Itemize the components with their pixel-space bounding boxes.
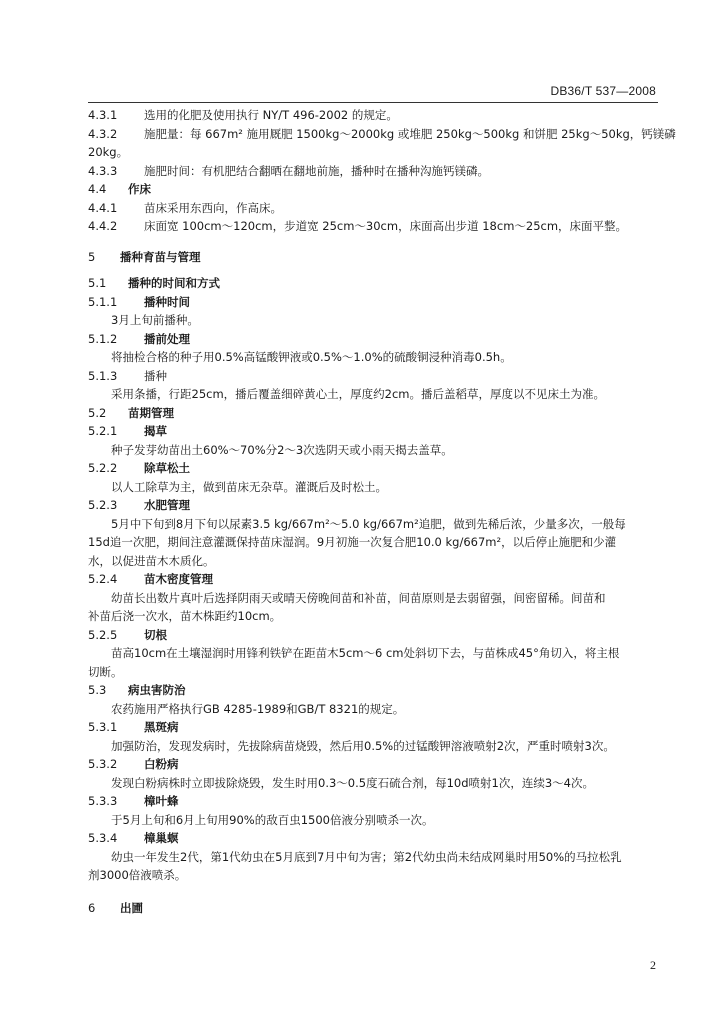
clause-number: 4.3.2 bbox=[88, 126, 118, 141]
clause-5-1-3-body bbox=[88, 385, 658, 404]
clause-5-1-1-body bbox=[88, 311, 658, 330]
clause-title: 樟叶蜂 bbox=[144, 794, 179, 808]
clause-4-3-1 bbox=[88, 106, 658, 125]
section-title: 播种的时间和方式 bbox=[128, 276, 220, 290]
page-number: 2 bbox=[650, 958, 656, 972]
clause-4-4-2 bbox=[88, 217, 658, 236]
clause-number: 5.2.2 bbox=[88, 461, 118, 475]
clause-text: 5月中下旬到8月下旬以尿素3.5 kg/667m²～5.0 kg/667m²追肥，做到先稀后浓，少量多次，一般每 bbox=[111, 516, 626, 531]
clause-number: 5.2.3 bbox=[88, 498, 118, 512]
chapter-title: 出圃 bbox=[120, 900, 143, 915]
clause-title: 白粉病 bbox=[144, 757, 179, 771]
clause-5-3-1-heading bbox=[88, 718, 658, 737]
clause-title: 播种 bbox=[144, 368, 167, 383]
clause-number: 5.1.3 bbox=[88, 368, 118, 383]
clause-text: 于5月上旬和6月上旬用90%的敌百虫1500倍液分别喷杀一次。 bbox=[111, 812, 434, 827]
clause-4-3-2-continuation bbox=[88, 143, 658, 162]
clause-5-3-1-body bbox=[88, 737, 658, 756]
clause-text: 15d追一次肥，期间注意灌溉保持苗床湿润。9月初施一次复合肥10.0 kg/667m²，以后停止施肥和少灌 bbox=[88, 535, 617, 549]
clause-number: 5.2.1 bbox=[88, 424, 118, 438]
clause-5-1-1-heading bbox=[88, 293, 658, 312]
clause-text: 加强防治，发现发病时，先拔除病苗烧毁，然后用0.5%的过锰酸钾溶液喷射2次，严重时喷射3次。 bbox=[111, 738, 615, 753]
clause-text: 床面宽 100cm～120cm，步道宽 25cm～30cm，床面高出步道 18cm～25cm，床面平整。 bbox=[144, 219, 628, 233]
clause-5-2-1-body bbox=[88, 441, 658, 460]
clause-text: 苗床采用东西向，作高床。 bbox=[144, 200, 282, 215]
clause-number: 5.2.4 bbox=[88, 572, 118, 586]
clause-title: 播种时间 bbox=[144, 294, 190, 309]
section-title: 作床 bbox=[128, 182, 151, 196]
clause-5-2-3-line-1 bbox=[88, 515, 658, 534]
clause-number: 5.3.2 bbox=[88, 757, 118, 771]
clause-number: 4.4.2 bbox=[88, 219, 118, 233]
clause-5-1-2-heading bbox=[88, 330, 658, 349]
clause-number: 4.3.3 bbox=[88, 163, 118, 178]
clause-text: 幼苗长出数片真叶后选择阴雨天或晴天傍晚间苗和补苗，间苗原则是去弱留强，间密留稀。间苗和 bbox=[111, 590, 606, 605]
clause-number: 5.1.2 bbox=[88, 331, 118, 346]
clause-5-2-4-heading bbox=[88, 570, 658, 589]
section-number: 5.2 bbox=[88, 405, 107, 420]
clause-title: 水肥管理 bbox=[144, 498, 190, 512]
section-number: 5.1 bbox=[88, 276, 107, 290]
clause-number: 4.4.1 bbox=[88, 200, 118, 215]
clause-text: 发现白粉病株时立即拔除烧毁，发生时用0.3～0.5度石硫合剂，每10d喷射1次，连续3～4次。 bbox=[111, 775, 594, 790]
clause-5-3-4-line-2 bbox=[88, 866, 658, 885]
clause-5-2-5-line-1 bbox=[88, 644, 658, 663]
clause-number: 5.1.1 bbox=[88, 294, 118, 309]
clause-5-2-4-line-1 bbox=[88, 589, 658, 608]
section-5-1-heading bbox=[88, 274, 658, 293]
clause-5-2-5-line-2 bbox=[88, 663, 658, 682]
clause-text: 施肥时间：有机肥结合翻晒在翻地前施，播种时在播种沟施钙镁磷。 bbox=[144, 163, 489, 178]
clause-text: 采用条播，行距25cm，播后覆盖细碎黄心土，厚度约2cm。播后盖稻草，厚度以不见床土为准。 bbox=[111, 387, 605, 401]
clause-text: 将抽检合格的种子用0.5%高锰酸钾液或0.5%～1.0%的硫酸铜浸种消毒0.5h。 bbox=[111, 350, 512, 364]
clause-text: 补苗后浇一次水，苗木株距约10cm。 bbox=[88, 609, 282, 623]
clause-text: 幼虫一年发生2代，第1代幼虫在5月底到7月中旬为害；第2代幼虫尚未结成网巢时用50%的马拉松乳 bbox=[111, 849, 622, 864]
clause-text: 种子发芽幼苗出土60%～70%分2～3次选阴天或小雨天揭去盖草。 bbox=[111, 442, 453, 457]
document-body bbox=[88, 106, 676, 917]
clause-text: 切断。 bbox=[88, 664, 123, 679]
standard-code: DB36/T 537—2008 bbox=[550, 84, 656, 98]
clause-number: 5.3.1 bbox=[88, 720, 118, 734]
clause-5-2-3-heading bbox=[88, 496, 658, 515]
section-5-3-heading bbox=[88, 681, 658, 700]
clause-title: 揭草 bbox=[144, 424, 167, 438]
clause-text: 苗高10cm在土壤湿润时用锋利铁铲在距苗木5cm～6 cm处斜切下去，与苗株成45°角切入，将主根 bbox=[111, 646, 620, 660]
section-number: 5.3 bbox=[88, 683, 107, 697]
clause-number: 5.3.3 bbox=[88, 794, 118, 808]
clause-4-3-3 bbox=[88, 162, 658, 181]
section-number: 4.4 bbox=[88, 182, 107, 196]
clause-number: 5.2.5 bbox=[88, 627, 118, 642]
clause-5-2-2-body bbox=[88, 478, 658, 497]
section-text: 农药施用严格执行GB 4285-1989和GB/T 8321的规定。 bbox=[111, 701, 405, 716]
clause-5-3-4-heading bbox=[88, 829, 658, 848]
chapter-5-heading bbox=[88, 248, 658, 267]
section-5-2-heading bbox=[88, 404, 658, 423]
clause-5-3-3-body bbox=[88, 811, 658, 830]
clause-5-3-2-heading bbox=[88, 755, 658, 774]
chapter-number: 6 bbox=[88, 900, 96, 915]
clause-5-2-3-line-3 bbox=[88, 552, 658, 571]
clause-5-3-2-body bbox=[88, 774, 658, 793]
clause-text: 3月上旬前播种。 bbox=[111, 313, 199, 327]
clause-5-3-4-line-1 bbox=[88, 848, 658, 867]
clause-number: 4.3.1 bbox=[88, 108, 118, 122]
clause-title: 切根 bbox=[144, 627, 167, 642]
clause-text-continued: 20kg。 bbox=[88, 145, 129, 159]
clause-title: 黑斑病 bbox=[144, 720, 179, 734]
chapter-6-heading bbox=[88, 899, 658, 918]
clause-5-2-2-heading bbox=[88, 459, 658, 478]
section-5-3-body bbox=[88, 700, 658, 719]
clause-5-2-4-line-2 bbox=[88, 607, 658, 626]
clause-5-2-5-heading bbox=[88, 626, 658, 645]
clause-text: 以人工除草为主，做到苗床无杂草。灌溉后及时松土。 bbox=[111, 479, 387, 494]
clause-title: 播前处理 bbox=[144, 331, 190, 346]
clause-text: 施肥量：每 667m² 施用厩肥 1500kg～2000kg 或堆肥 250kg～500kg 和饼肥 25kg～50kg，钙镁磷 bbox=[144, 126, 676, 141]
clause-title: 樟巢螟 bbox=[144, 831, 179, 845]
section-4-4-heading bbox=[88, 180, 658, 199]
section-title: 苗期管理 bbox=[128, 405, 174, 420]
clause-4-4-1 bbox=[88, 199, 658, 218]
clause-4-3-2 bbox=[88, 125, 676, 144]
clause-text: 选用的化肥及使用执行 NY/T 496-2002 的规定。 bbox=[144, 108, 398, 122]
clause-text: 剂3000倍液喷杀。 bbox=[88, 868, 187, 882]
clause-number: 5.3.4 bbox=[88, 831, 118, 845]
clause-text: 水，以促进苗木木质化。 bbox=[88, 553, 215, 568]
clause-title: 除草松土 bbox=[144, 461, 190, 475]
clause-5-3-3-heading bbox=[88, 792, 658, 811]
clause-5-2-1-heading bbox=[88, 422, 658, 441]
clause-title: 苗木密度管理 bbox=[144, 572, 213, 586]
header-divider bbox=[88, 102, 658, 103]
chapter-title: 播种育苗与管理 bbox=[120, 249, 201, 264]
clause-5-2-3-line-2 bbox=[88, 533, 658, 552]
clause-5-1-3-heading bbox=[88, 367, 658, 386]
section-title: 病虫害防治 bbox=[128, 683, 186, 697]
clause-5-1-2-body bbox=[88, 348, 658, 367]
chapter-number: 5 bbox=[88, 249, 96, 264]
